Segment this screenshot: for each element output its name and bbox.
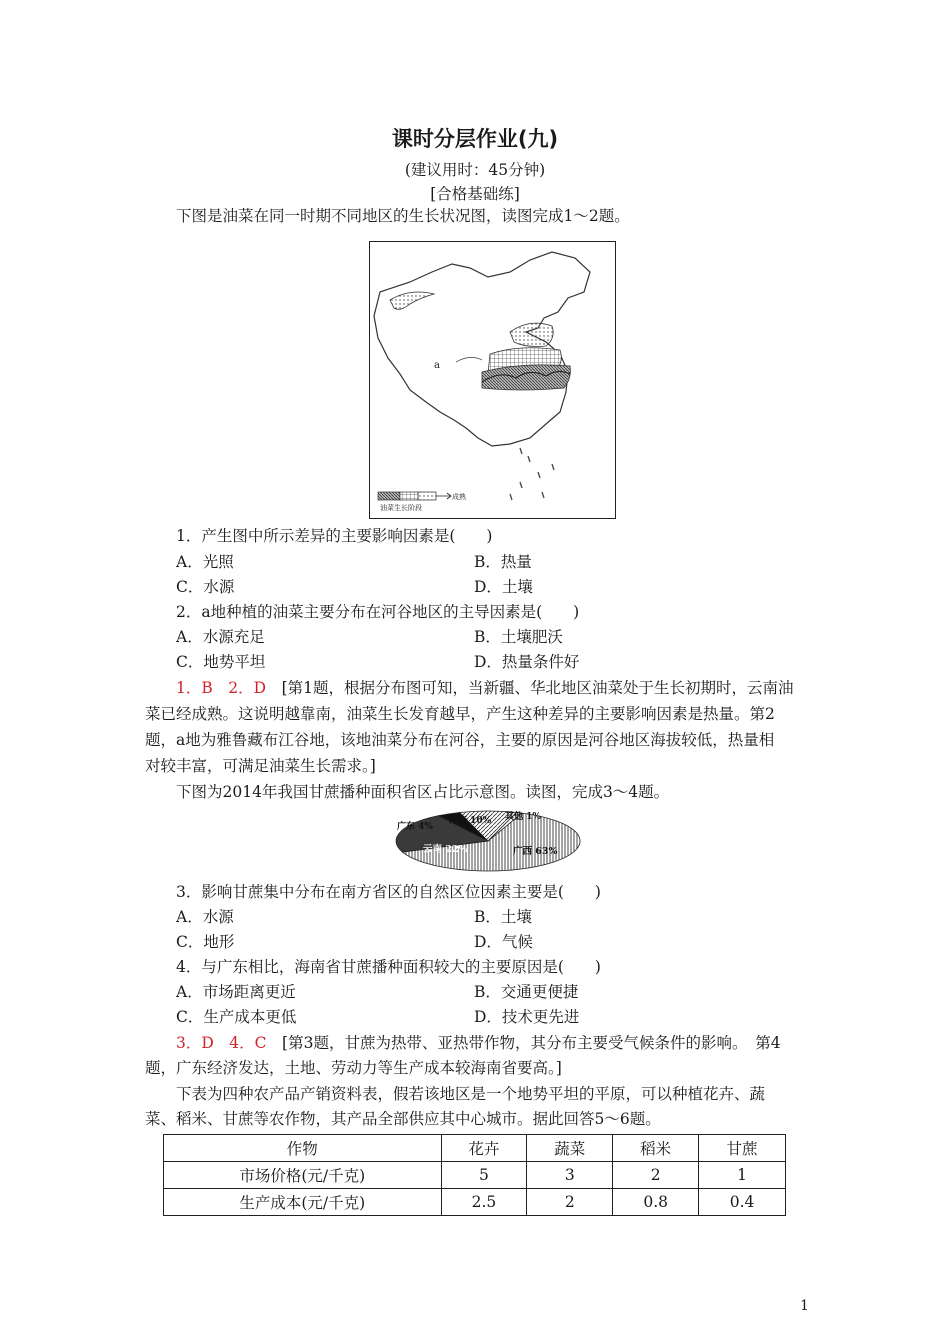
table-cell: 1 — [699, 1162, 786, 1189]
crop-table — [163, 1134, 786, 1216]
table-cell: 0.8 — [613, 1189, 699, 1216]
section-label: [合格基础练] — [430, 185, 520, 203]
q3-option-d: D．气候 — [474, 933, 533, 951]
sugarcane-pie-chart — [393, 805, 583, 873]
table-cell: 3 — [527, 1162, 613, 1189]
map-label-a: a — [434, 360, 440, 371]
legend-swatch-3 — [418, 492, 436, 500]
q3-option-b: B．土壤 — [474, 908, 532, 926]
pie-label-guangdong: 广东 4% — [397, 822, 433, 832]
answer-1-2-line-2: 菜已经成熟。这说明越靠南，油菜生长发育越早，产生这种差异的主要影响因素是热量。第2 — [145, 705, 775, 723]
pie-label-yunnan: 云南 22% — [423, 844, 468, 855]
pie-label-guangxi: 广西 63% — [513, 846, 558, 857]
q2-option-a: A．水源充足 — [176, 628, 265, 646]
q2-option-b: B．土壤肥沃 — [474, 628, 563, 646]
page-title: 课时分层作业(九) — [391, 127, 559, 151]
q1-option-a: A．光照 — [176, 553, 234, 571]
table-cell: 生产成本(元/千克) — [164, 1189, 442, 1216]
map-outline — [374, 252, 590, 446]
rapeseed-map — [369, 241, 616, 519]
q1-stem: 1．产生图中所示差异的主要影响因素是( ) — [176, 527, 493, 545]
table-header-row — [164, 1135, 786, 1162]
page-number: 1 — [800, 1298, 809, 1314]
table-header: 稻米 — [613, 1135, 699, 1162]
pie-label-hainan: 海南 10% — [449, 816, 492, 826]
q1-option-d: D．土壤 — [474, 578, 533, 596]
table-header: 花卉 — [441, 1135, 527, 1162]
table-cell: 0.4 — [699, 1189, 786, 1216]
table-cell: 市场价格(元/千克) — [164, 1162, 442, 1189]
answer-3-4-key: 3．D 4．C — [176, 1034, 267, 1052]
answer-3-4-line-2: 题，广东经济发达，土地、劳动力等生产成本较海南省要高。] — [145, 1059, 562, 1077]
q4-option-a: A．市场距离更近 — [176, 983, 296, 1001]
pie-svg — [393, 805, 583, 873]
pie-label-other: 其他 1% — [505, 812, 541, 822]
table-row — [164, 1189, 786, 1216]
subtitle: (建议用时：45分钟) — [404, 161, 546, 179]
table-header: 作物 — [164, 1135, 442, 1162]
q3-option-a: A．水源 — [176, 908, 234, 926]
legend-label: 油菜生长阶段 — [380, 504, 422, 512]
table-row — [164, 1162, 786, 1189]
china-map-outline — [370, 242, 615, 518]
q4-stem: 4．与广东相比，海南省甘蔗播种面积较大的主要原因是( ) — [176, 958, 601, 976]
table-cell: 5 — [441, 1162, 527, 1189]
intro-1: 下图是油菜在同一时期不同地区的生长状况图，读图完成1～2题。 — [176, 207, 630, 225]
intro-3-line-2: 菜、稻米、甘蔗等农作物，其产品全部供应其中心城市。据此回答5～6题。 — [145, 1110, 661, 1128]
answer-1-2-line-1: 1．B 2．D [第1题，根据分布图可知，当新疆、华北地区油菜处于生长初期时，云南油 — [176, 679, 794, 697]
legend-swatch-2 — [400, 492, 418, 500]
answer-1-2-line-3: 题，a地为雅鲁藏布江谷地，该地油菜分布在河谷，主要的原因是河谷地区海拔较低，热量相 — [145, 731, 775, 749]
intro-2: 下图为2014年我国甘蔗播种面积省区占比示意图。读图，完成3～4题。 — [176, 783, 670, 801]
legend-swatch-1 — [378, 492, 400, 500]
table-cell: 2 — [527, 1189, 613, 1216]
table-cell: 2 — [613, 1162, 699, 1189]
q2-stem: 2．a地种植的油菜主要分布在河谷地区的主导因素是( ) — [176, 603, 580, 621]
table-header: 甘蔗 — [699, 1135, 786, 1162]
answer-1-2-line-4: 对较丰富，可满足油菜生长需求。] — [145, 757, 376, 775]
q4-option-d: D．技术更先进 — [474, 1008, 580, 1026]
intro-3-line-1: 下表为四种农产品产销资料表，假若该地区是一个地势平坦的平原，可以种植花卉、蔬 — [176, 1085, 766, 1103]
q3-option-c: C．地形 — [176, 933, 235, 951]
answer-3-4-line-1: 3．D 4．C [第3题，甘蔗为热带、亚热带作物，其分布主要受气候条件的影响。 第4 — [176, 1034, 781, 1052]
table-header: 蔬菜 — [527, 1135, 613, 1162]
table-cell: 2.5 — [441, 1189, 527, 1216]
q1-option-c: C．水源 — [176, 578, 235, 596]
q1-option-b: B．热量 — [474, 553, 532, 571]
q4-option-c: C．生产成本更低 — [176, 1008, 297, 1026]
q4-option-b: B．交通更便捷 — [474, 983, 579, 1001]
q2-option-c: C．地势平坦 — [176, 653, 266, 671]
q2-option-d: D．热量条件好 — [474, 653, 580, 671]
answer-1-2-key: 1．B 2．D — [176, 679, 267, 697]
q3-stem: 3．影响甘蔗集中分布在南方省区的自然区位因素主要是( ) — [176, 883, 601, 901]
legend-end-label: 成熟 — [452, 493, 466, 501]
